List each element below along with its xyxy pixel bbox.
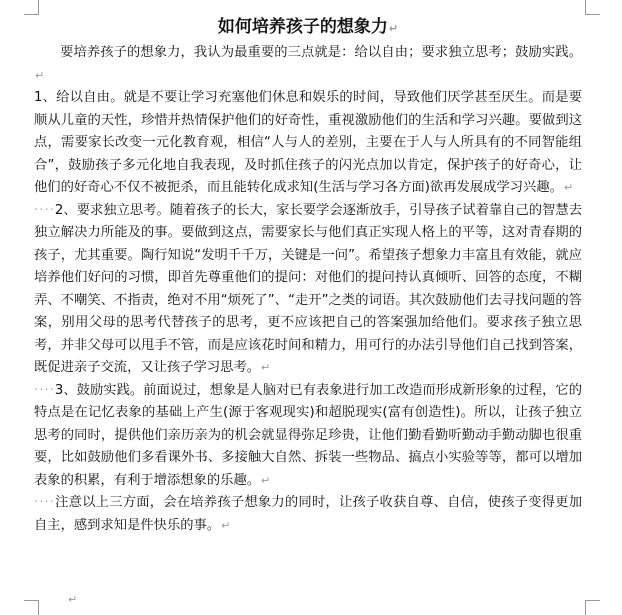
paragraph-mark-icon: ↵ <box>68 593 78 606</box>
paragraph-text: 2、要求独立思考。随着孩子的长大，家长要学会逐渐放手，引导孩子试着靠自己的智慧去独立解决力所能及的事。要做到这点，需要家长与他们真正实现人格上的平等，这对青春期的孩子，尤其重要。陶行知说“发明千千万，关键是一问”。希望孩子想象力丰富且有效能，就应培养他们好问的习惯，即首先尊重他们的提问：对他们的提问持认真倾听、回答的态度，不糊弄、不嘲笑、不指责，绝对不用“烦死了”、“走开”之类的词语。其次鼓励他们去寻找问题的答案，别用父母的思考代替孩子的思考，更不应该把自己的答案强加给他们。要求孩子独立思考，并非父母可以甩手不管，而是应该花时间和精力，用可行的办法引导他们自己找到答案，既促进亲子交流，又让孩子学习思考。 <box>34 202 582 375</box>
paragraph <box>34 87 582 200</box>
space-marks: ···· <box>34 495 55 510</box>
title-text: 如何培养孩子的想象力 <box>217 17 388 37</box>
paragraph <box>34 492 582 537</box>
paragraph-mark-icon: ↵ <box>261 473 271 487</box>
paragraph <box>34 380 582 493</box>
paragraph-text: 要培养孩子的想象力，我认为最重要的三点就是：给以自由；要求独立思考；鼓励实践。 <box>60 45 582 60</box>
crop-mark-top-left <box>24 0 39 15</box>
space-marks: ···· <box>34 382 55 398</box>
paragraph-text: 3、鼓励实践。前面说过，想象是人脑对已有表象进行加工改造而形成新形象的过程，它的特点是在记忆表象的基础上产生(源于客观现实)和超脱现实(富有创造性)。所以，让孩子独立思考的同时，提供他们亲历亲为的机会就显得弥足珍贵，让他们勤看勤听勤动手勤动脚也很重要，比如鼓励他们多看课外书、多接触大自然、拆装一些物品、搞点小实验等等，都可以增加表象的积累，有利于增添想象的乐趣。 <box>34 382 582 488</box>
paragraph <box>34 42 582 87</box>
paragraph-mark-icon: ↵ <box>261 361 271 374</box>
paragraph-mark-icon: ↵ <box>221 518 231 532</box>
paragraph-mark-icon: ↵ <box>35 68 45 82</box>
document-body[interactable] <box>34 14 582 537</box>
paragraph-text: 注意以上三方面，会在培养孩子想象力的同时，让孩子收获自尊、自信，使孩子变得更加自主，感到求知是件快乐的事。 <box>34 495 582 533</box>
paragraph-list <box>34 42 582 537</box>
document-title <box>34 14 582 42</box>
paragraph-mark-icon: ↵ <box>388 22 399 35</box>
paragraph <box>34 200 582 380</box>
paragraph-text: 1、给以自由。就是不要让学习充塞他们休息和娱乐的时间，导致他们厌学甚至厌生。而是要顺从儿童的天性，珍惜并热情保护他们的好奇性，重视激励他们的生活和学习兴趣。要做到这点，需要家长改变一元化教育观，相信“人与人的差别，主要在于人与人所具有的不同智能组合”，鼓励孩子多元化地自我表现，及时抓住孩子的闪光点加以肯定，保护孩子的好奇心，让他们的好奇心不仅不被扼杀，而且能转化成求知(生活与学习各方面)欲再发展成学习兴趣。 <box>34 90 582 195</box>
space-marks: ···· <box>34 202 55 218</box>
paragraph-mark-icon: ↵ <box>563 181 574 194</box>
crop-mark-top-right <box>585 0 600 15</box>
crop-mark-bottom-right <box>585 600 600 615</box>
crop-mark-bottom-left <box>24 600 39 615</box>
